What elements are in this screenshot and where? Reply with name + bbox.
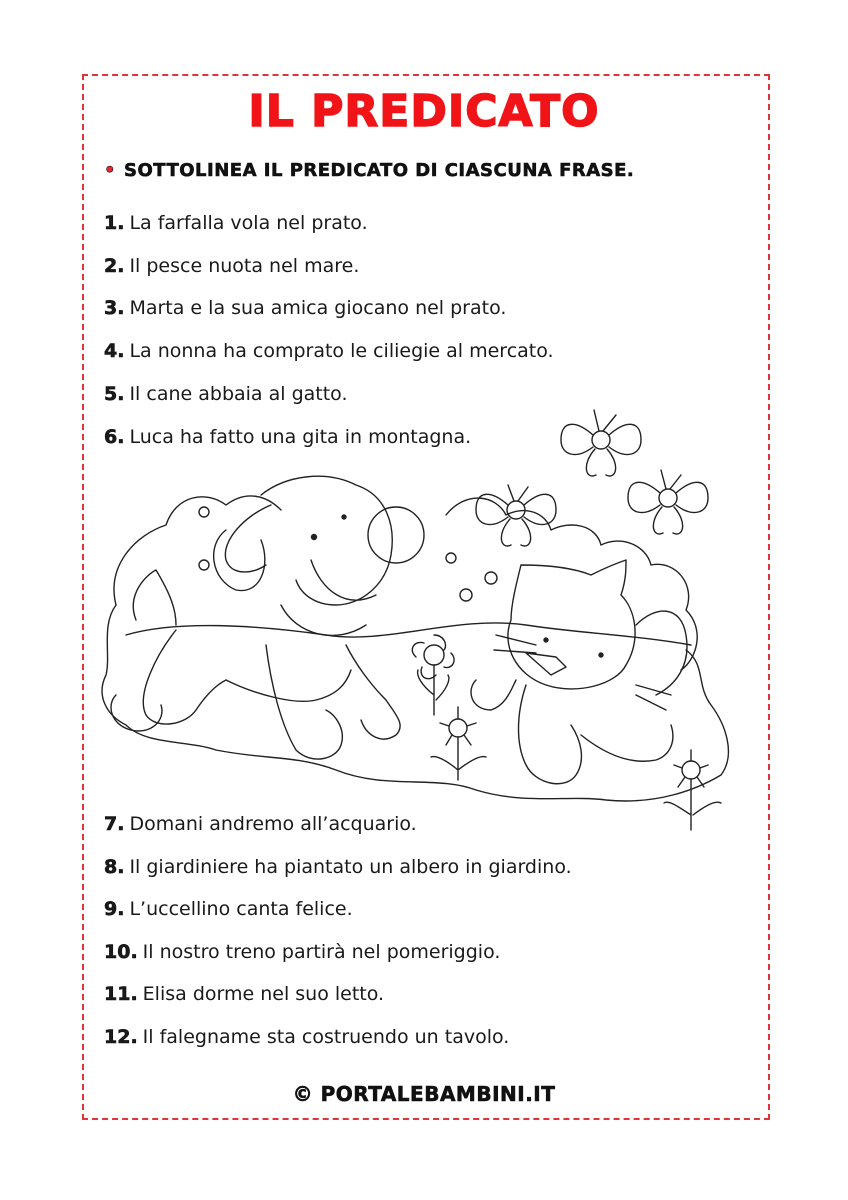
bubble-shape (460, 589, 472, 601)
coloring-illustration (96, 395, 746, 835)
sentence-text[interactable]: Il nostro treno partirà nel pomeriggio. (142, 941, 501, 963)
bush-shape (114, 496, 697, 670)
sentence-text[interactable]: Elisa dorme nel suo letto. (142, 983, 385, 1005)
butterfly-drawing (476, 485, 556, 546)
flower-drawing (664, 750, 721, 830)
sentence-text[interactable]: Il giardiniere ha piantato un albero in giardino. (129, 856, 572, 878)
instruction (104, 160, 634, 181)
sentence-text[interactable]: Il falegname sta costruendo un tavolo. (142, 1026, 510, 1048)
sentence-item (104, 813, 417, 835)
sentence-item (104, 983, 384, 1005)
sentence-text[interactable]: La farfalla vola nel prato. (129, 212, 368, 234)
sentence-text[interactable]: La nonna ha comprato le ciliegie al mercato. (129, 340, 554, 362)
flower-drawing (412, 635, 454, 715)
sentence-text[interactable]: L’uccellino canta felice. (129, 898, 353, 920)
instruction-text: SOTTOLINEA IL PREDICATO DI CIASCUNA FRASE. (124, 160, 635, 181)
sentence-text[interactable]: Il cane abbaia al gatto. (129, 383, 348, 405)
sentence-number: 5. (104, 383, 125, 405)
butterfly-drawing (561, 410, 641, 476)
sentence-text[interactable]: Domani andremo all’acquario. (129, 813, 417, 835)
sentence-number: 6. (104, 426, 125, 448)
sentence-number: 12. (104, 1026, 138, 1048)
dog-drawing (111, 476, 424, 759)
sentence-item (104, 255, 359, 277)
bubble-shape (446, 553, 456, 563)
sentence-item (104, 856, 572, 878)
page-title: IL PREDICATO (248, 86, 600, 137)
sentence-item (104, 898, 353, 920)
sentence-text[interactable]: Il pesce nuota nel mare. (129, 255, 360, 277)
sentence-number: 9. (104, 898, 125, 920)
sentence-text[interactable]: Luca ha fatto una gita in montagna. (129, 426, 472, 448)
copyright-footer: © PORTALEBAMBINI.IT (292, 1082, 556, 1106)
butterfly-drawing (628, 470, 708, 534)
sentence-number: 7. (104, 813, 125, 835)
sentence-number: 3. (104, 297, 125, 319)
sentence-item (104, 941, 500, 963)
bubble-shape (199, 560, 209, 570)
sentence-item (104, 1026, 509, 1048)
sentence-item (104, 297, 506, 319)
bubble-shape (199, 507, 209, 517)
sentence-item (104, 340, 554, 362)
flower-drawing (431, 707, 486, 780)
path-shape (126, 623, 691, 645)
sentence-number: 4. (104, 340, 125, 362)
sentence-number: 8. (104, 856, 125, 878)
sentence-number: 2. (104, 255, 125, 277)
sentence-item (104, 212, 368, 234)
bubble-shape (485, 572, 497, 584)
sentence-number: 11. (104, 983, 138, 1005)
sentence-text[interactable]: Marta e la sua amica giocano nel prato. (129, 297, 507, 319)
bullet-icon: • (104, 160, 117, 181)
sentence-number: 1. (104, 212, 125, 234)
cat-drawing (471, 560, 687, 784)
sentence-number: 10. (104, 941, 138, 963)
